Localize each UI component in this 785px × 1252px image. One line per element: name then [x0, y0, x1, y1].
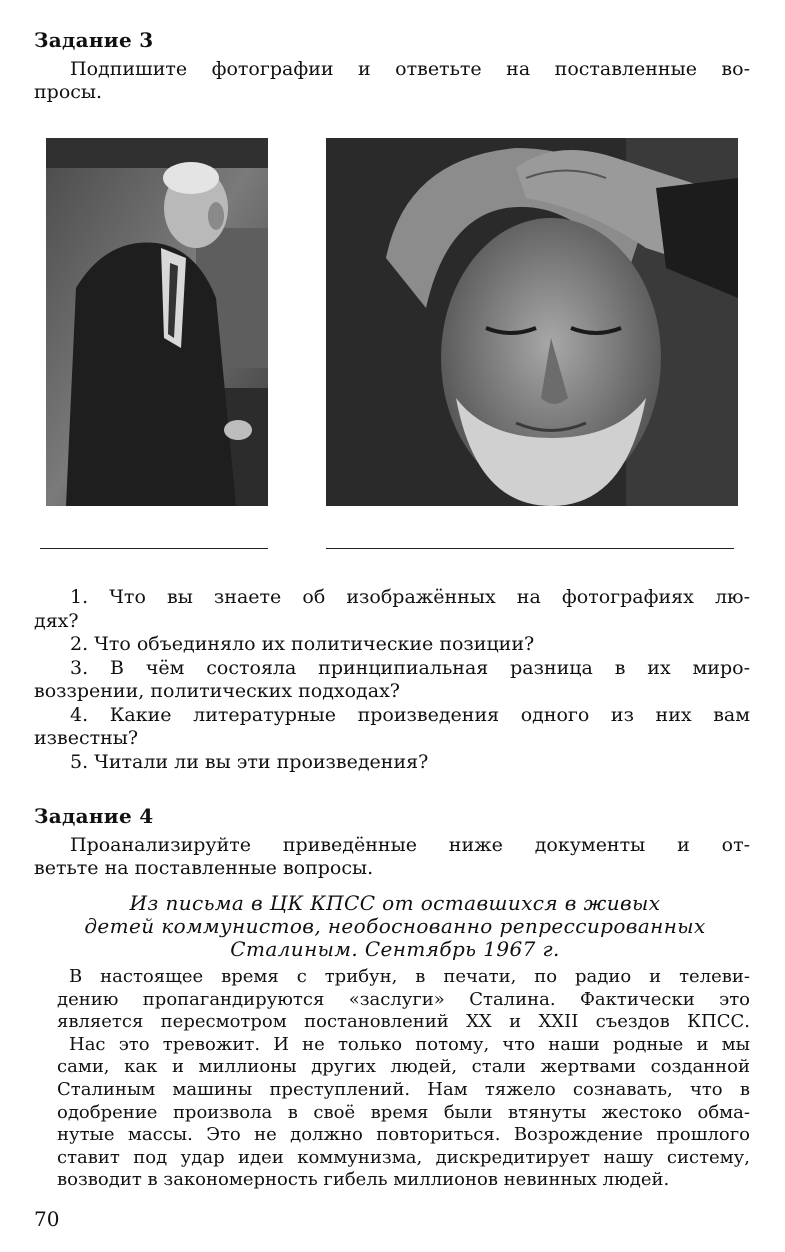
- task4-instruction-line: ветьте на поставленные вопросы.: [34, 857, 374, 879]
- task3-instruction: [34, 58, 750, 104]
- caption-line: Сталиным. Сентябрь 1967 г.: [230, 937, 560, 961]
- document-line: является пересмотром постановлений XX и XXII съездов КПСС.: [57, 1011, 750, 1033]
- task4-instruction: [34, 834, 750, 880]
- caption-line: Из письма в ЦК КПСС от оставшихся в живых: [129, 891, 661, 915]
- document-line: нутые массы. Это не должно повториться. Возрождение прошлого: [57, 1124, 750, 1146]
- question-line: 1. Что вы знаете об изображённых на фотографиях лю-: [70, 586, 750, 608]
- task3-questions: [34, 586, 750, 774]
- caption-line-left[interactable]: [40, 548, 268, 549]
- photo-bearded-man: [326, 138, 738, 506]
- task4-instruction-line: Проанализируйте приведённые ниже документы и от-: [70, 834, 750, 856]
- document-text: [57, 966, 750, 1192]
- caption-line-right[interactable]: [326, 548, 734, 549]
- question-line: 4. Какие литературные произведения одного из них вам: [70, 703, 750, 726]
- question-line: воззрении, политических подходах?: [34, 680, 400, 702]
- document-caption: [50, 892, 740, 961]
- question-line: 3. В чём состояла принципиальная разница в их миро-: [70, 656, 750, 679]
- task3-instruction-line: просы.: [34, 81, 103, 103]
- document-line: сами, как и миллионы других людей, стали жертвами созданной: [57, 1056, 750, 1078]
- question-line: 2. Что объединяло их политические позиции?: [70, 633, 535, 655]
- document-line: ставит под удар идеи коммунизма, дискредитирует нашу систему,: [57, 1146, 750, 1168]
- question-line: дях?: [34, 609, 79, 632]
- document-line: Сталиным машины преступлений. Нам тяжело сознавать, что в: [57, 1078, 750, 1100]
- document-line: дению пропагандируются «заслуги» Сталина. Фактически это: [57, 988, 750, 1010]
- task3-title: Задание 3: [34, 28, 154, 52]
- task4-title: Задание 4: [34, 804, 154, 828]
- document-line: Нас это тревожит. И не только потому, что наши родные и мы: [69, 1033, 750, 1055]
- page-number: 70: [34, 1207, 60, 1231]
- question-line: 5. Читали ли вы эти произведения?: [70, 750, 429, 773]
- document-line: одобрение произвола в своё время были втянуты жестоко обма-: [57, 1101, 750, 1123]
- document-line: В настоящее время с трибун, в печати, по радио и телеви-: [69, 966, 750, 987]
- document-line: возводит в закономерность гибель миллионов невинных людей.: [57, 1169, 670, 1191]
- caption-line: детей коммунистов, необоснованно репрессированных: [84, 914, 706, 938]
- question-line: известны?: [34, 727, 139, 749]
- photo-man-in-suit: [46, 138, 268, 506]
- task3-instruction-line: Подпишите фотографии и ответьте на поставленные во-: [70, 58, 750, 80]
